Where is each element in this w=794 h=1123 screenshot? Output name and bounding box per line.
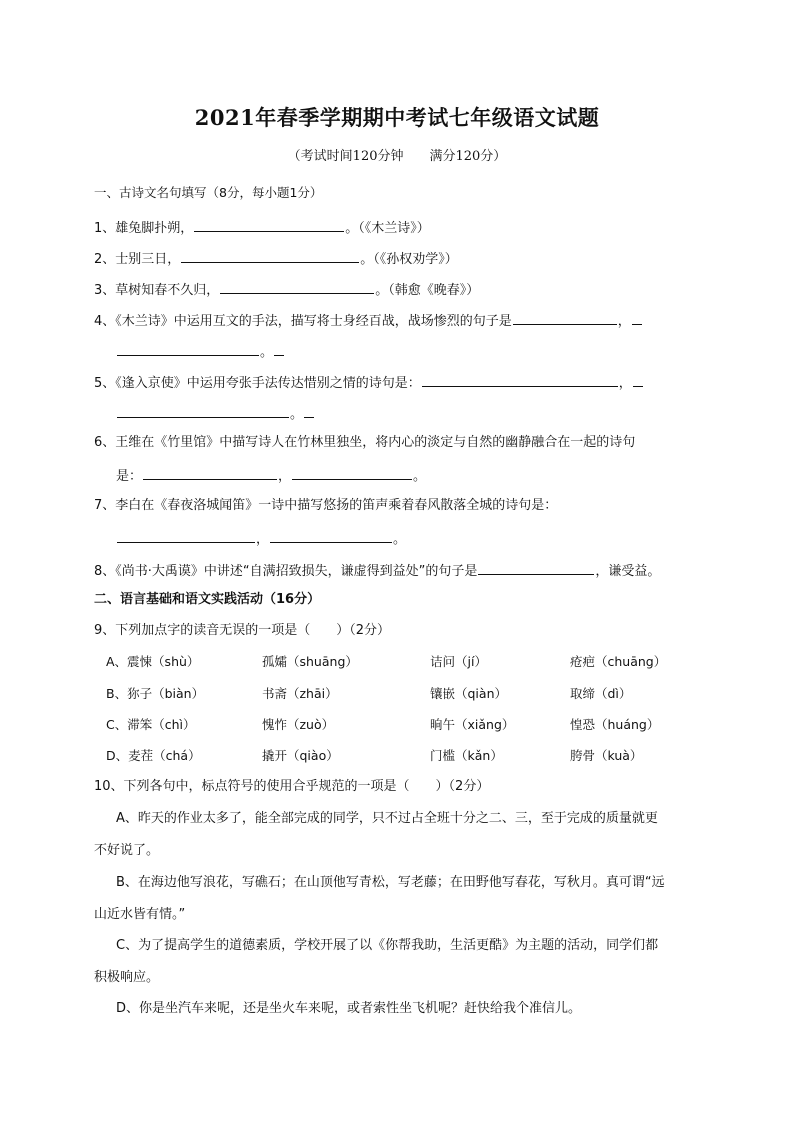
answer-blank[interactable] [220,279,374,294]
page-title: 2021年春季学期期中考试七年级语文试题 [194,105,600,130]
q9-option-b4: 取缔（dì） [570,686,632,701]
q3-text: 3、草树知春不久归， [94,283,220,298]
section-heading-2: 二、语言基础和语文实践活动（16分） [94,592,321,607]
q8-tail: ，谦受益。 [595,564,661,579]
q4-comma: ， [617,314,631,329]
q9-option-a4: 疮疤（chuāng） [570,654,667,669]
question-9: 9、下列加点字的读音无误的一项是（ ）（2分） [94,623,391,638]
q9-option-a3: 诘问（jí） [430,654,487,669]
section-heading-1: 一、古诗文名句填写（8分，每小题1分） [94,185,323,200]
question-2 [94,248,458,269]
q9-option-b1: B、狝子（biàn） [106,686,205,701]
q10-option-d: D、你是坐汽车来呢，还是坐火车来呢，或者索性坐飞机呢？赶快给我个准信儿。 [116,1001,582,1016]
question-4 [94,310,643,331]
question-6-line2 [116,465,426,486]
q4-text: 4、《木兰诗》中运用互文的手法，描写将士身经百战，战场惨烈的句子是 [94,314,512,329]
question-7 [94,497,557,515]
q9-option-b2: 书斋（zhāi） [262,686,338,701]
answer-blank-tail [304,403,314,418]
question-7-line2 [116,528,406,549]
answer-blank-tail [274,341,284,356]
q5-end: 。 [290,407,304,422]
answer-blank-tail [633,372,643,387]
q1-text: 1、雄兔脚扑朔， [94,221,194,236]
q9-option-d4: 胯骨（kuà） [570,748,643,763]
answer-blank[interactable] [143,465,277,480]
question-10: 10、下列各句中，标点符号的使用合乎规范的一项是（ ）（2分） [94,779,490,794]
answer-blank[interactable] [117,528,255,543]
q10-option-c: C、为了提高学生的道德素质，学校开展了以《你帮我助，生活更酷》为主题的活动，同学们都 [116,938,659,953]
q6-comma: ， [278,469,292,484]
question-8 [94,560,660,581]
q7-text: 7、李白在《春夜洛城闻笛》一诗中描写悠扬的笛声乘着春风散落全城的诗句是： [94,498,558,513]
answer-blank[interactable] [117,341,259,356]
question-5 [94,372,644,393]
answer-blank[interactable] [117,403,289,418]
q5-comma: ， [618,376,632,391]
q1-source: 。（《木兰诗》） [345,221,430,236]
q3-source: 。（韩愈《晚春》） [375,283,480,298]
q8-text: 8、《尚书·大禹谟》中讲述“自满招致损失，谦虚得到益处”的句子是 [94,564,478,579]
answer-blank[interactable] [194,217,344,232]
q9-option-c2: 愧怍（zuò） [262,717,335,732]
q9-option-c3: 晌午（xiǎng） [430,717,515,732]
q10-option-c-cont: 积极响应。 [94,970,160,985]
q7-end: 。 [393,532,407,547]
q6-text: 6、王维在《竹里馆》中描写诗人在竹林里独坐，将内心的淡定与自然的幽静融合在一起的诗句 [94,435,636,450]
answer-blank[interactable] [478,560,594,575]
q9-option-b3: 镶嵌（qiàn） [430,686,507,701]
q2-source: 。（《孙权劝学》） [360,252,458,267]
question-1 [94,217,430,238]
q10-option-a-cont: 不好说了。 [94,843,160,858]
q6-end: 。 [413,469,427,484]
q9-option-d2: 撬开（qiào） [262,748,339,763]
q9-option-c1: C、滞笨（chì） [106,717,196,732]
q9-option-d3: 门槛（kǎn） [430,748,503,763]
q4-end: 。 [260,345,274,360]
question-4-line2 [116,341,285,362]
q10-option-b-cont: 山近水皆有情。” [94,907,186,922]
question-5-line2 [116,403,315,424]
q9-option-a1: A、震悚（shù） [106,654,200,669]
exam-info: （考试时间120分钟 满分120分） [287,149,507,164]
q10-option-b: B、在海边他写浪花，写礁石；在山顶他写青松，写老藤；在田野他写春花，写秋月。真可谓“远 [116,875,665,890]
answer-blank[interactable] [292,465,412,480]
q5-text: 5、《逢入京使》中运用夸张手法传达惜别之情的诗句是： [94,376,421,391]
answer-blank[interactable] [181,248,359,263]
answer-blank-tail [632,310,642,325]
q6-line2: 是： [116,469,143,484]
question-3 [94,279,479,300]
q7-comma: ， [256,532,270,547]
q9-option-c4: 惶恐（huáng） [570,717,660,732]
q2-text: 2、士别三日， [94,252,181,267]
q9-option-d1: D、麦茬（chá） [106,748,201,763]
answer-blank[interactable] [270,528,392,543]
answer-blank[interactable] [422,372,618,387]
answer-blank[interactable] [513,310,617,325]
q10-option-a: A、昨天的作业太多了，能全部完成的同学，只不过占全班十分之二、三，至于完成的质量就更 [116,811,658,826]
question-6 [94,434,635,452]
q9-option-a2: 孤孀（shuāng） [262,654,358,669]
